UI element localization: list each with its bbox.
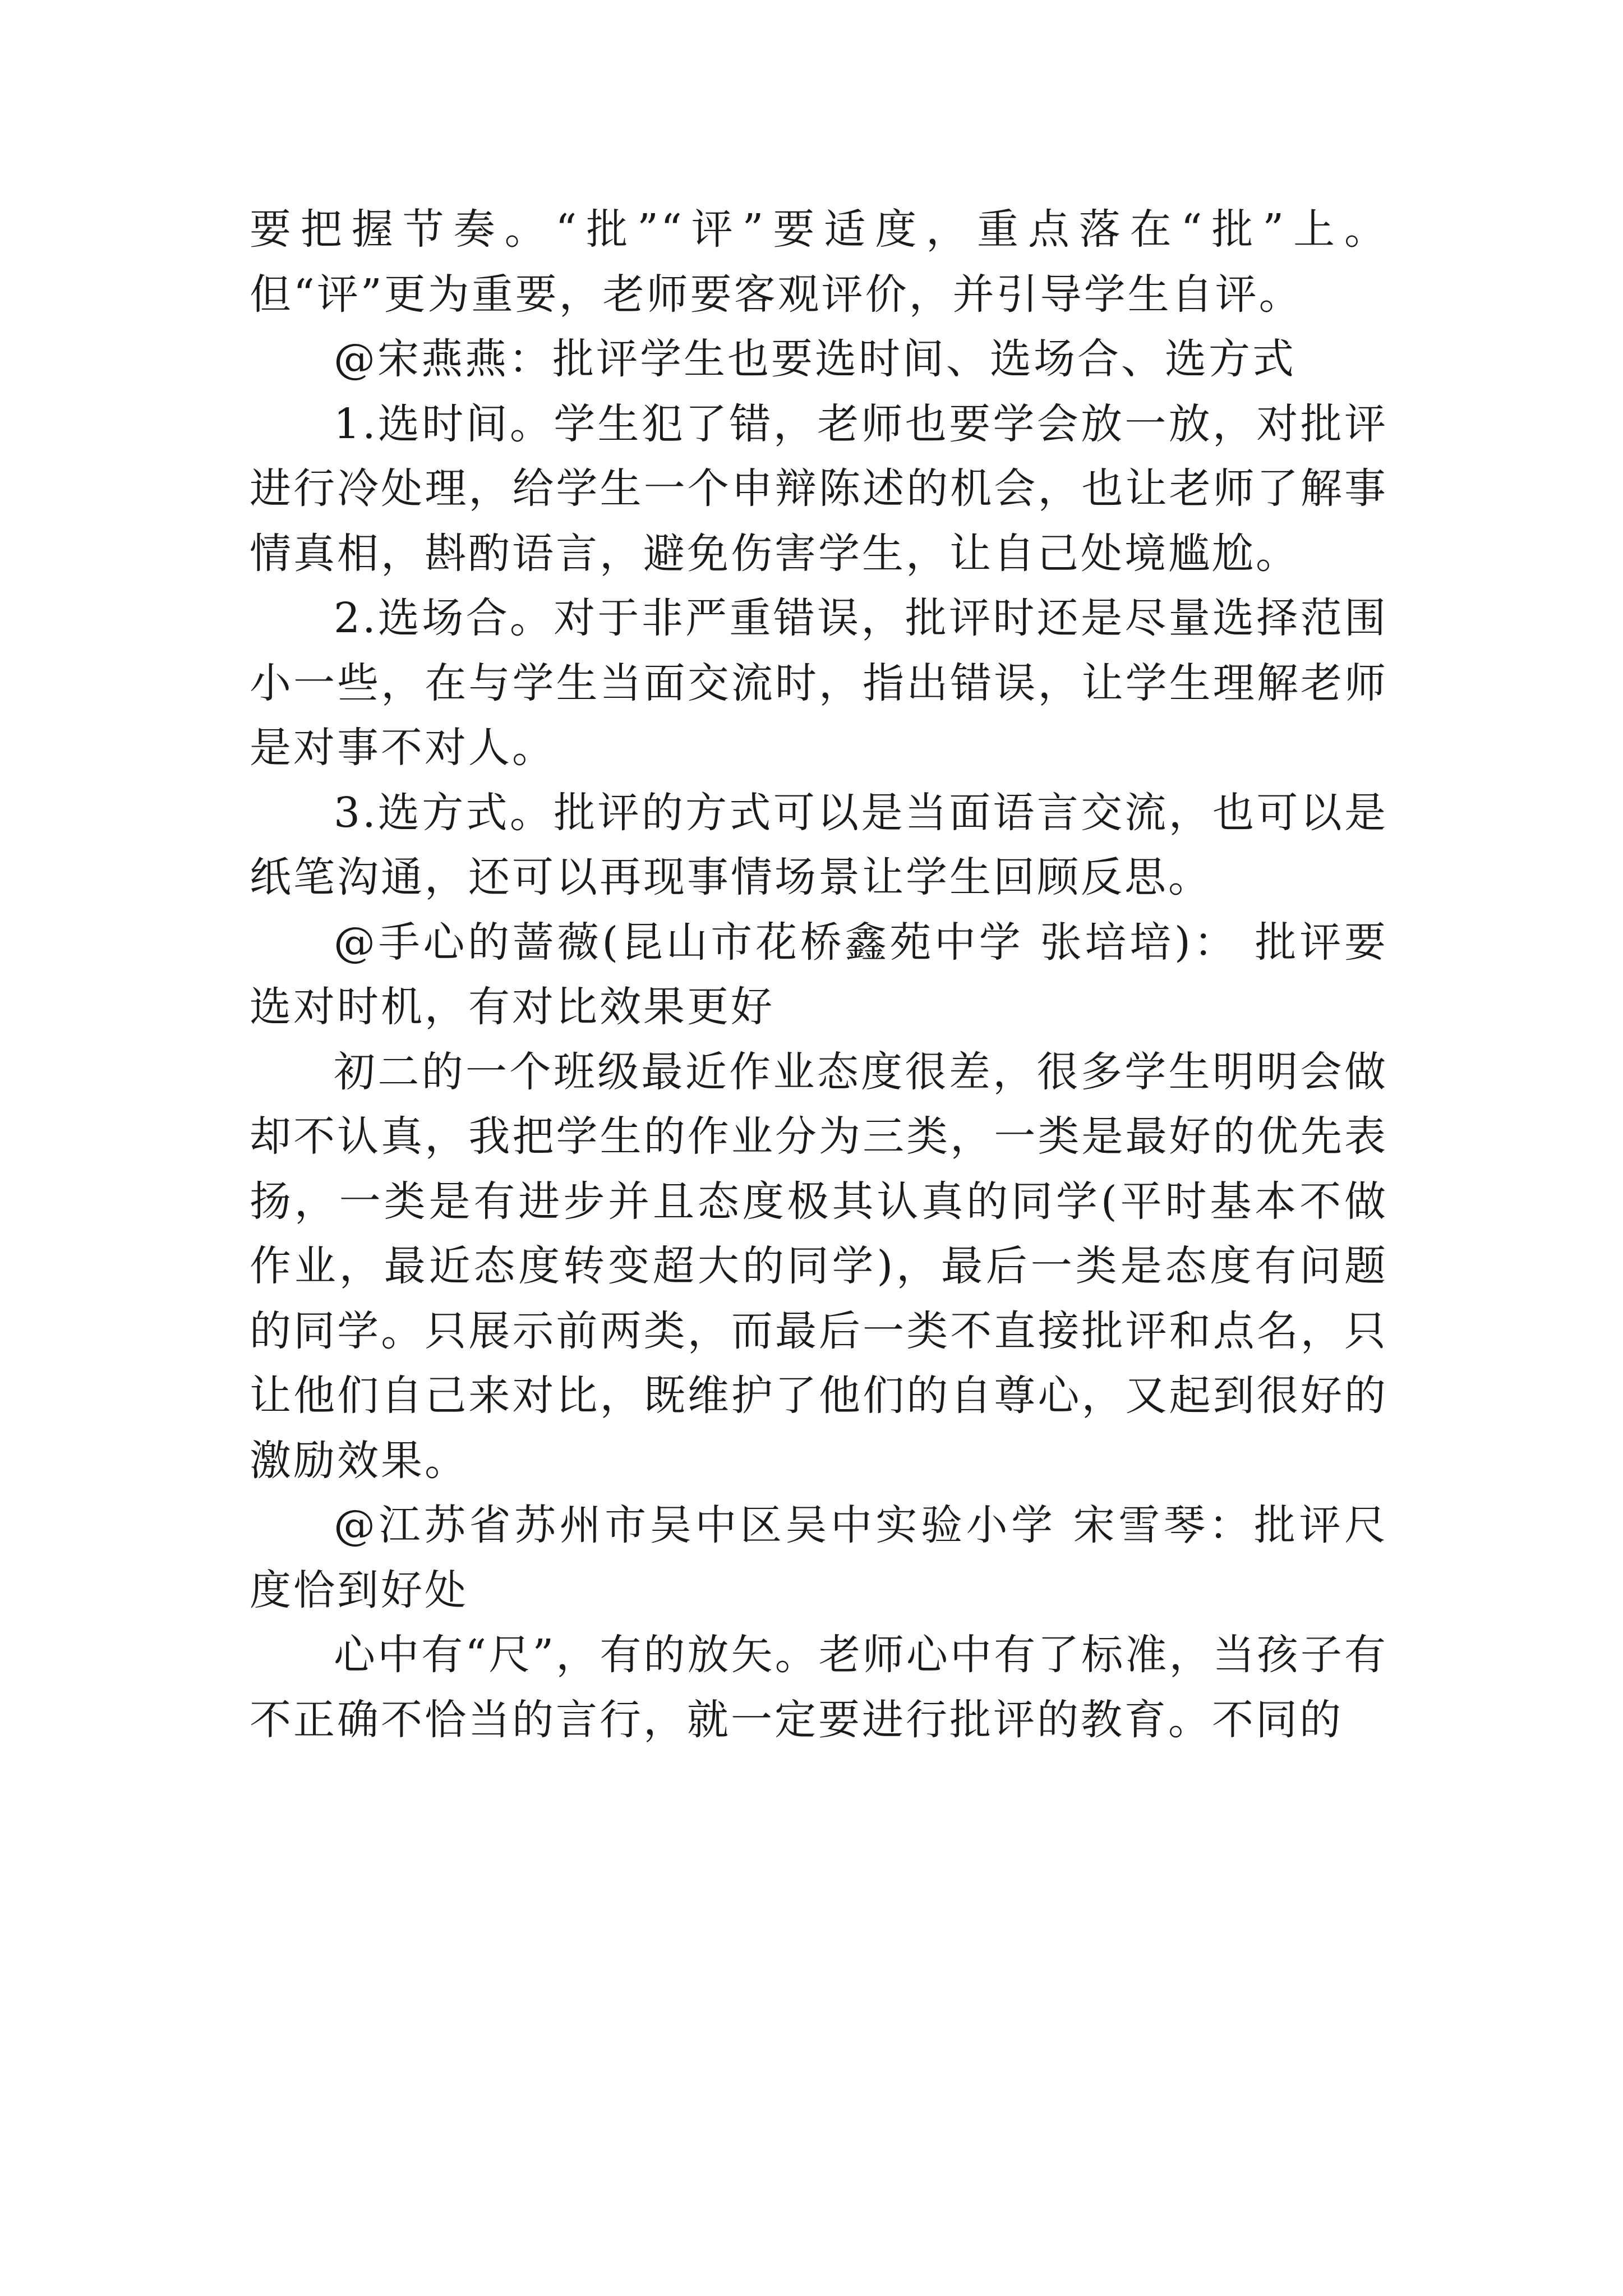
paragraph-ruler-in-heart: 心中有“尺”，有的放矢。老师心中有了标准，当孩子有不正确不恰当的言行，就一定要进行批评的教育。不同的 bbox=[250, 1631, 1388, 1744]
paragraph-zhang-peipei-heading: @手心的蔷薇(昆山市花桥鑫苑中学 张培培)： 批评要选对时机，有对比效果更好 bbox=[250, 918, 1388, 1031]
paragraph-song-yanyan-heading: @宋燕燕：批评学生也要选时间、选场合、选方式 bbox=[334, 335, 1296, 383]
paragraph-choose-method: 3.选方式。批评的方式可以是当面语言交流，也可以是纸笔沟通，还可以再现事情场景让学生回顾反思。 bbox=[250, 788, 1388, 901]
paragraph-homework-example: 初二的一个班级最近作业态度很差，很多学生明明会做却不认真，我把学生的作业分为三类，一类是最好的优先表扬，一类是有进步并且态度极其认真的同学(平时基本不做作业，最近态度转变超大的同学)，最后一类是态度有问题的同学。只展示前两类，而最后一类不直接批评和点名，只让他们自己来对比，既维护了他们的自尊心，又起到很好的激励效果。 bbox=[250, 1047, 1388, 1485]
document-body bbox=[250, 197, 1388, 1752]
paragraph-choose-time: 1.选时间。学生犯了错，老师也要学会放一放，对批评进行冷处理，给学生一个申辩陈述的机会，也让老师了解事情真相，斟酌语言，避免伤害学生，让自己处境尴尬。 bbox=[250, 399, 1388, 578]
paragraph-song-xueqin-heading: @江苏省苏州市吴中区吴中实验小学 宋雪琴：批评尺度恰到好处 bbox=[250, 1501, 1388, 1614]
paragraph-continuation: 要把握节奏。“批”“评”要适度，重点落在“批”上。但“评”更为重要，老师要客观评价，并引导学生自评。 bbox=[250, 205, 1388, 319]
paragraph-choose-place: 2.选场合。对于非严重错误，批评时还是尽量选择范围小一些，在与学生当面交流时，指出错误，让学生理解老师是对事不对人。 bbox=[250, 594, 1388, 772]
